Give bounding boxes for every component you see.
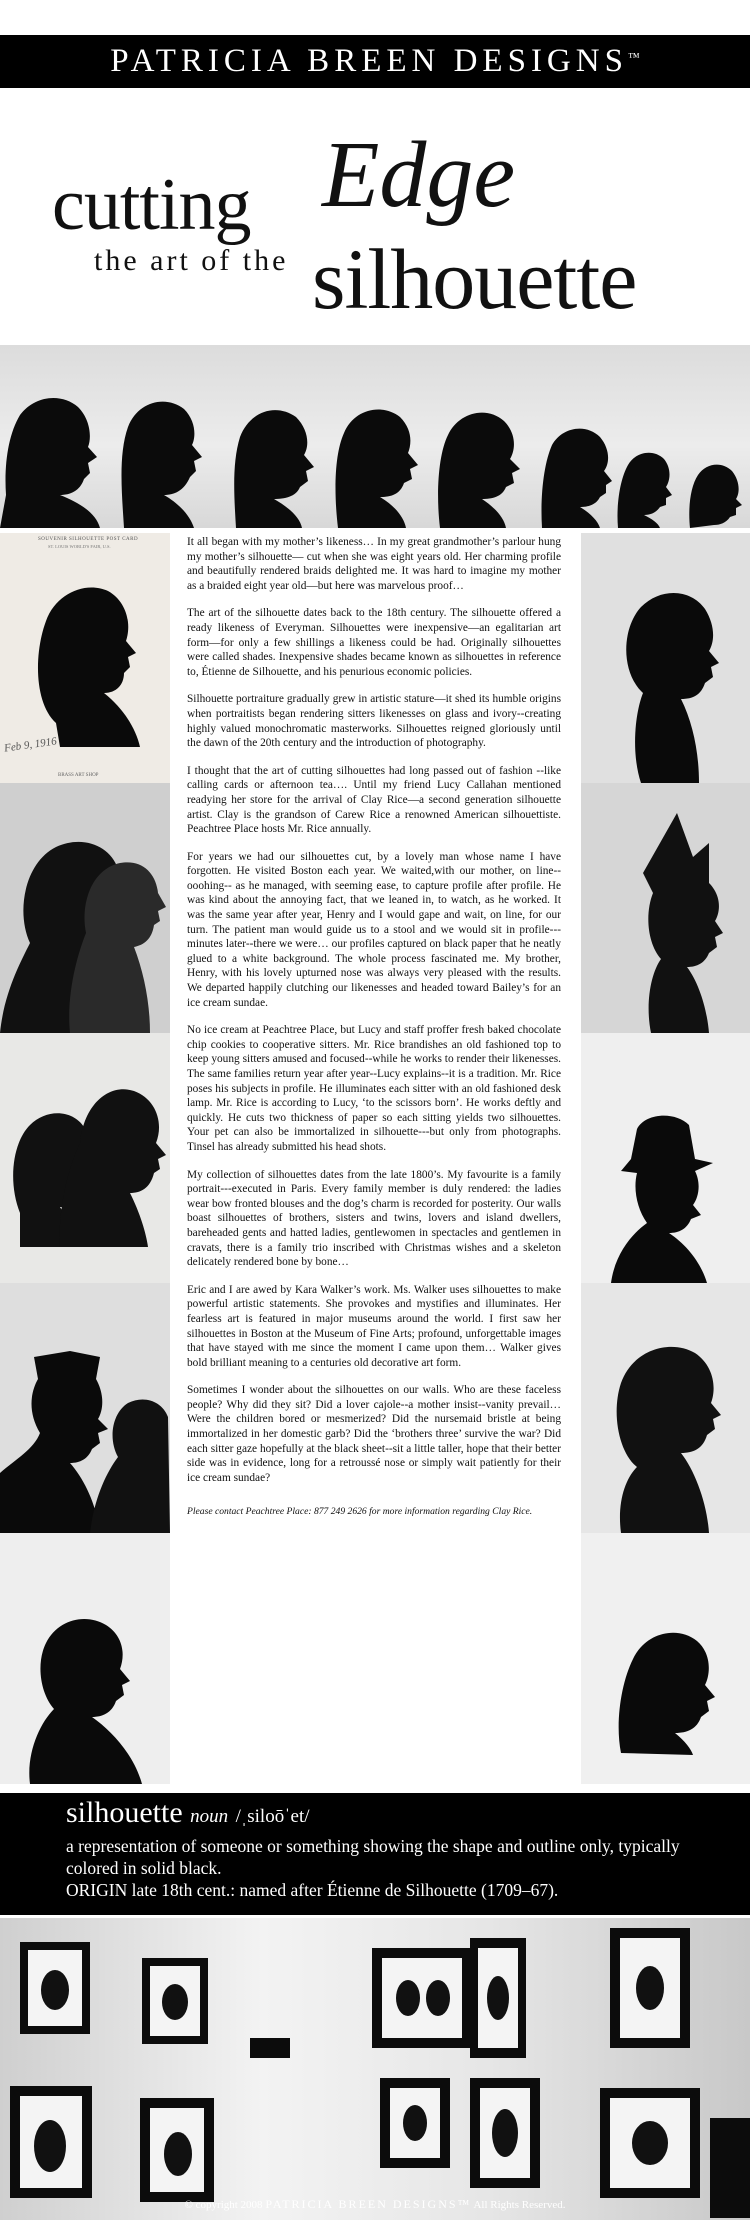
trademark: ™ <box>627 50 640 64</box>
brand-name: PATRICIA BREEN DESIGNS <box>110 43 628 79</box>
gentlemen-panel <box>0 1283 170 1533</box>
family-portrait-panel <box>0 1033 170 1283</box>
brand-header <box>0 35 750 88</box>
title-art-of: the art of the <box>94 244 289 277</box>
mini-silhouette <box>396 1980 420 2016</box>
article-body <box>187 535 561 1533</box>
cravat-silhouette <box>0 1533 170 1784</box>
copyright-brand: PATRICIA BREEN DESIGNS™ <box>265 2197 472 2211</box>
right-image-column <box>581 533 750 1784</box>
bowler-hat-silhouette <box>581 1033 750 1283</box>
spectacles-panel <box>581 1533 750 1784</box>
mini-silhouette <box>636 1966 664 2010</box>
article-paragraph: For years we had our silhouettes cut, by a lovely man whose name I have forgotten. He visited Boston each year. We waited,with our mother, on line--ooohing-- as he managed, with seeming ease, to capture profile after profile. He was kind about the annoying fact, that we leaned in, to watch, as he worked. It was the same year after year, Henry and I would gape and wait, on line, for our turn. The patient man would guide us to a stool and we would sit in profile---minutes later--there we were… our profiles captured on black paper that he neatly glued to a white background. The whole process fascinated me. My brother, Henry, with his lovely upturned nose was always very pleased with the results. We departed happily clutching our likenesses and headed toward Bailey’s for an ice cream sundae. <box>187 850 561 1009</box>
title-silhouette: silhouette <box>312 231 637 327</box>
article-paragraph: My collection of silhouettes dates from the late 1800’s. My favourite is a family portrait---executed in Paris. Every family member is duly rendered: the ladies wear bow fronted blouses and the dog’s charm is recorded for posterity. Our walls boast silhouettes of brothers, sisters and twins, lovers and island dwellers, bareheaded gents and hatted ladies, gentlewomen in spectacles and gentlemen in cravats, there is a family trio inscribed with Christmas wishes and a skeleton delicately rendered bone by bone… <box>187 1168 561 1269</box>
framed-silhouettes <box>0 1918 750 2220</box>
copyright-line <box>0 2197 750 2212</box>
banner-silhouette-7 <box>617 453 672 528</box>
mini-silhouette <box>426 1980 450 2016</box>
contact-note: Please contact Peachtree Place: 877 249 2626 for more information regarding Clay Rice. <box>187 1506 533 1518</box>
title-cutting: cutting <box>52 164 251 246</box>
cravat-gentleman-panel <box>0 1533 170 1784</box>
definition-heading <box>66 1796 310 1830</box>
article-paragraph: Silhouette portraiture gradually grew in artistic stature—it shed its humble origins when portraitists began rendering sitters likenesses on glass and ivory--creating highly valued monochromatic masterworks. Silhouettes reigned gloriously until the dawn of the 20th century and the introduction of photography. <box>187 693 561 750</box>
gentlemen-silhouette <box>0 1283 170 1533</box>
definition-pos: noun <box>190 1806 229 1827</box>
postcard-caption-2: ST. LOUIS WORLD'S FAIR, U.S. <box>48 544 111 549</box>
mini-silhouette <box>487 1976 509 2020</box>
copyright-rights: All Rights Reserved. <box>473 2199 566 2211</box>
brothers-three-panel <box>0 783 170 1033</box>
definition-origin: ORIGIN late 18th cent.: named after Étienne de Silhouette (1709–67). <box>66 1880 559 1900</box>
postcard-caption: SOUVENIR SILHOUETTE POST CARD <box>38 537 139 542</box>
postcard-handwriting: Feb 9, 1916 <box>3 735 58 755</box>
postcard-footer: BRASS ART SHOP <box>58 773 99 778</box>
title-edge: Edge <box>322 123 516 227</box>
bowler-hat-panel <box>581 1033 750 1283</box>
left-image-column <box>0 533 170 1784</box>
article-paragraph: The art of the silhouette dates back to the 18th century. The silhouette offered a ready likeness of Everyman. Silhouettes were inexpensive—an egalitarian art form—for only a few shillings a likeness could be had. Originally silhouettes were called shades. Inexpensive shades became known as silhouettes in reference to, Étienne de Silhouette, and his penurious economic policies. <box>187 607 561 678</box>
gentlewoman-panel <box>581 1283 750 1533</box>
mini-silhouette <box>403 2105 427 2141</box>
brothers-silhouette <box>0 783 170 1033</box>
banner-silhouette-8 <box>689 465 742 528</box>
banner-silhouettes <box>0 345 750 528</box>
banner-silhouette-1 <box>0 398 100 528</box>
mini-silhouette <box>41 1970 69 2010</box>
frame <box>250 2038 290 2058</box>
definition-body <box>66 1835 706 1901</box>
definition-bar <box>0 1793 750 1915</box>
definition-pronunciation: /ˌsiloōˈet/ <box>235 1806 310 1827</box>
article-paragraph: No ice cream at Peachtree Place, but Lucy and staff proffer fresh baked chocolate chip cookies to cooperative sitters. Mr. Rice brandishes an old fashioned top to keep young sitters amused and focused--while he works to render their likenesses. The same families return year after year--Lucy explains--it is a tradition. Mr. Rice poses his subjects in profile. He illuminates each sitter with an old fashioned desk lamp. Mr. Rice is according to Lucy, ‘to the scissors born’. He works deftly and quickly. He cuts two thickness of paper so each sitting yields two silhouettes. Your pet can also be immortalized in silhouette---but only from photographs. Tinsel has already submitted his head shots. <box>187 1024 561 1153</box>
mini-silhouette <box>162 1984 188 2020</box>
banner-silhouette-3 <box>234 410 314 528</box>
braided-girl-panel <box>581 533 750 783</box>
banner-silhouette-2 <box>122 402 203 528</box>
banner-silhouette-6 <box>541 429 612 528</box>
hatted-lady-panel <box>581 783 750 1033</box>
article-paragraph: I thought that the art of cutting silhouettes had long passed out of fashion --like calling cards or afternoon tea…. Until my friend Lucy Callahan mentioned readying her store for the arrival of Clay Rice—a second generation silhouette artist. Clay is the grandson of Carew Rice a renowned American silhouettiste. Peachtree Place hosts Mr. Rice annually. <box>187 764 561 836</box>
banner-silhouette-5 <box>438 413 520 528</box>
article-paragraph: It all began with my mother’s likeness… In my great grandmother’s parlour hung my mother’s silhouette— cut when she was eight years old. Her charming profile and beautifully rendered braids delighted me. It was hard to imagine my mother as a braided eight year old—but here was marvelous proof… <box>187 536 561 592</box>
mini-silhouette <box>632 2121 668 2165</box>
banner-silhouette-4 <box>336 410 418 528</box>
braided-girl-silhouette <box>581 533 750 783</box>
article-paragraph: Sometimes I wonder about the silhouettes on our walls. Who are these faceless people? Why did they sit? Did a lover cajole--a mother insist--vanity prevail… Were the children bored or mesmerized? Did the nursemaid bristle at being immortalized in her domestic garb? Did the ‘brothers three’ survive the war? Did each sitter gaze hopefully at the black sheet--sit a little taller, hope that their better side was in evidence, long for a retroussé nose or simply wait patiently for their ice cream sundae? <box>187 1384 561 1484</box>
definition-word: silhouette <box>66 1796 183 1829</box>
gentlewoman-silhouette <box>581 1283 750 1533</box>
mini-silhouette <box>492 2109 518 2157</box>
definition-meaning: a representation of someone or something showing the shape and outline only, typically colored in solid black. <box>66 1836 680 1878</box>
mini-silhouette <box>34 2120 66 2172</box>
family-silhouette <box>0 1033 170 1283</box>
postcard-silhouette-panel <box>0 533 170 783</box>
article-paragraph: Eric and I are awed by Kara Walker’s work. Ms. Walker uses silhouettes to make powerful artistic statements. She provokes and mystifies and illuminates. Her fearless art is featured in major museums around the world. I first saw her silhouettes in Boston at the Museum of Fine Arts; profound, unforgettable images that have stayed with me since the moment I came upon them… Walker gives bold brilliant meaning to a centuries old decorative art form. <box>187 1283 561 1369</box>
silhouette-banner <box>0 345 750 528</box>
gallery-wall-photo <box>0 1918 750 2220</box>
mini-silhouette <box>164 2132 192 2176</box>
copyright-text: © copyright 2008 <box>184 2199 263 2211</box>
hatted-lady-silhouette <box>581 783 750 1033</box>
spectacles-silhouette <box>581 1533 750 1784</box>
